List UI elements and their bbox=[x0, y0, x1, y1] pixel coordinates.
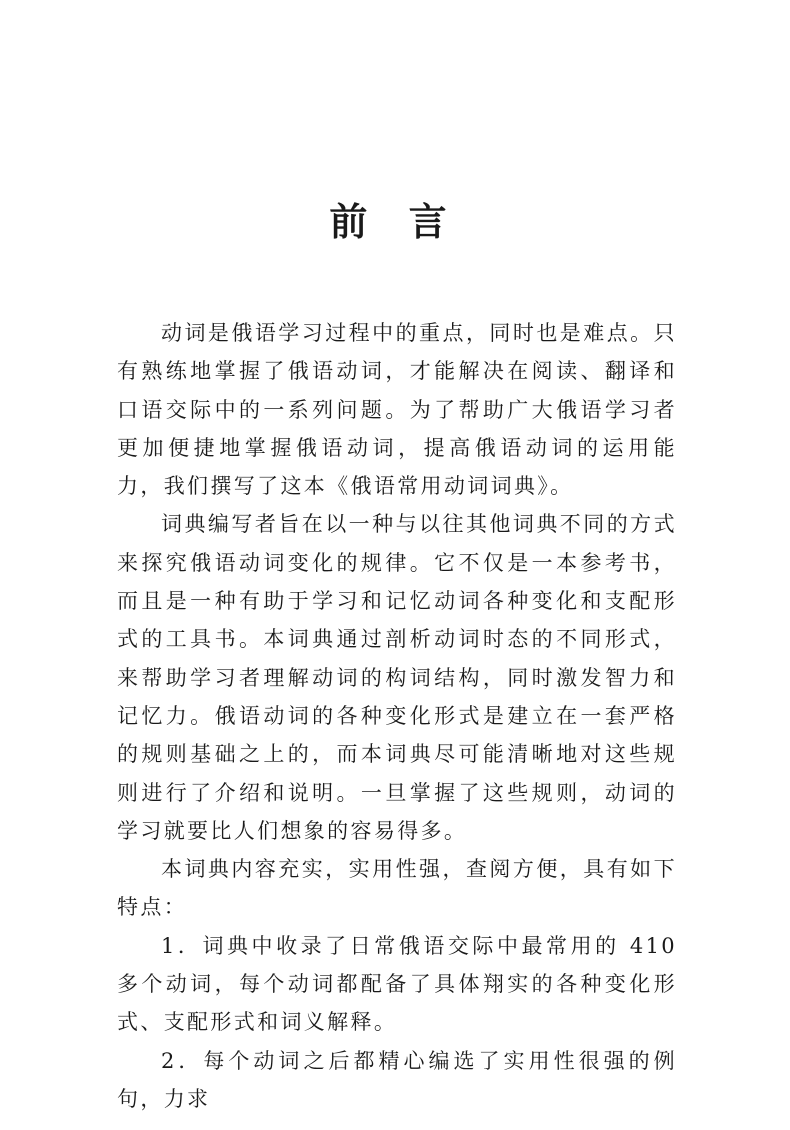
paragraph-4: 1．词典中收录了日常俄语交际中最常用的 410 多个动词，每个动词都配备了具体翔实的各种变化形式、支配形式和词义解释。 bbox=[117, 933, 677, 1035]
preface-body bbox=[117, 314, 677, 1118]
paragraph-2: 词典编写者旨在以一种与以往其他词典不同的方式来探究俄语动词变化的规律。它不仅是一本参考书，而且是一种有助于学习和记忆动词各种变化和支配形式的工具书。本词典通过剖析动词时态的不同形式，来帮助学习者理解动词的构词结构，同时激发智力和记忆力。俄语动词的各种变化形式是建立在一套严格的规则基础之上的，而本词典尽可能清晰地对这些规则进行了介绍和说明。一旦掌握了这些规则，动词的学习就要比人们想象的容易得多。 bbox=[117, 512, 677, 843]
paragraph-1: 动词是俄语学习过程中的重点，同时也是难点。只有熟练地掌握了俄语动词，才能解决在阅读、翻译和口语交际中的一系列问题。为了帮助广大俄语学习者更加便捷地掌握俄语动词，提高俄语动词的运用能力，我们撰写了这本《俄语常用动词词典》。 bbox=[117, 321, 677, 499]
page-title: 前 言 bbox=[329, 200, 461, 244]
paragraph-5: 2．每个动词之后都精心编选了实用性很强的例句，力求 bbox=[117, 1048, 677, 1111]
paragraph-3: 本词典内容充实，实用性强，查阅方便，具有如下特点： bbox=[117, 857, 677, 920]
